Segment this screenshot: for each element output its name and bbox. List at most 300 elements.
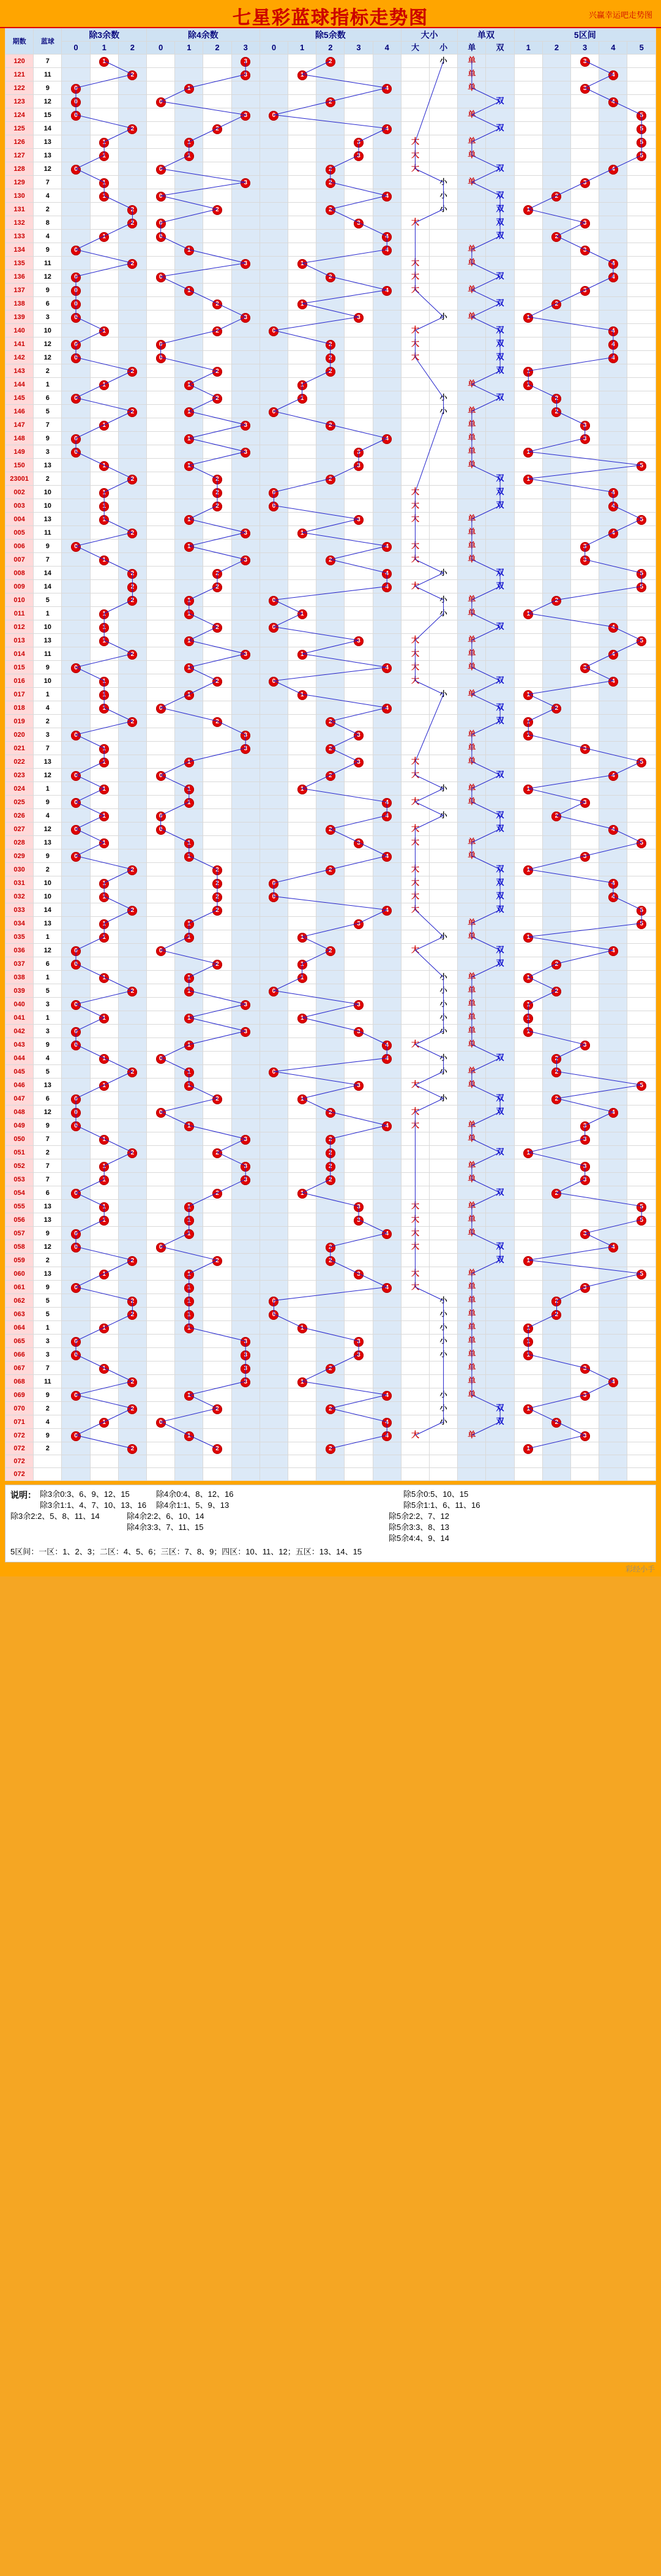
table-row[interactable] bbox=[6, 903, 656, 917]
table-row[interactable] bbox=[6, 1281, 656, 1294]
table-row[interactable] bbox=[6, 1321, 656, 1335]
cell-g5-1 bbox=[288, 337, 316, 351]
cell-size-大 bbox=[401, 459, 429, 472]
cell-zone-5 bbox=[627, 1159, 656, 1173]
cell-zone-1 bbox=[514, 68, 542, 81]
cell-g3-0 bbox=[62, 189, 90, 203]
cell-g4-2 bbox=[203, 216, 231, 230]
trend-table bbox=[5, 28, 656, 1481]
cell-g5-0 bbox=[260, 1240, 288, 1254]
table-row[interactable] bbox=[6, 1052, 656, 1065]
cell-g5-0 bbox=[260, 1213, 288, 1227]
cell-g5-2 bbox=[316, 257, 345, 270]
cell-zone-5 bbox=[627, 324, 656, 337]
cell-zone-4 bbox=[599, 1402, 627, 1415]
cell-parity-单: 单 bbox=[458, 688, 486, 701]
table-row[interactable] bbox=[6, 647, 656, 661]
table-row[interactable] bbox=[6, 324, 656, 337]
cell-g3-2 bbox=[118, 1011, 146, 1025]
cell-zone-3 bbox=[571, 122, 599, 135]
table-row[interactable] bbox=[6, 1348, 656, 1361]
row-issue: 039 bbox=[6, 984, 34, 998]
cell-g5-2: 2 bbox=[316, 418, 345, 432]
table-row[interactable] bbox=[6, 1455, 656, 1468]
cell-g3-0 bbox=[62, 607, 90, 620]
cell-zone-3 bbox=[571, 1267, 599, 1281]
cell-size-大 bbox=[401, 1159, 429, 1173]
cell-g4-2 bbox=[203, 405, 231, 418]
cell-size-大 bbox=[401, 917, 429, 930]
table-row[interactable] bbox=[6, 1132, 656, 1146]
table-row[interactable] bbox=[6, 661, 656, 674]
cell-g5-2 bbox=[316, 634, 345, 647]
table-row[interactable] bbox=[6, 769, 656, 782]
cell-g5-3 bbox=[345, 1052, 373, 1065]
table-row[interactable] bbox=[6, 95, 656, 108]
cell-parity-单 bbox=[458, 1146, 486, 1159]
cell-g4-3 bbox=[231, 270, 260, 284]
cell-g3-0 bbox=[62, 149, 90, 162]
table-row[interactable] bbox=[6, 1442, 656, 1455]
cell-g4-3 bbox=[231, 1119, 260, 1132]
table-row[interactable] bbox=[6, 742, 656, 755]
cell-g5-1 bbox=[288, 1335, 316, 1348]
cell-g5-0 bbox=[260, 297, 288, 311]
cell-parity-双 bbox=[486, 796, 514, 809]
cell-g5-3 bbox=[345, 81, 373, 95]
table-row[interactable] bbox=[6, 122, 656, 135]
table-row[interactable] bbox=[6, 378, 656, 391]
cell-zone-4 bbox=[599, 1092, 627, 1105]
cell-parity-双 bbox=[486, 917, 514, 930]
row-issue: 019 bbox=[6, 715, 34, 728]
table-row[interactable] bbox=[6, 1173, 656, 1186]
table-row[interactable] bbox=[6, 297, 656, 311]
cell-g5-4 bbox=[373, 890, 401, 903]
cell-g3-1: 1 bbox=[90, 1415, 118, 1429]
cell-g4-0 bbox=[147, 1267, 175, 1281]
cell-g3-1 bbox=[90, 540, 118, 553]
cell-size-小 bbox=[430, 1254, 458, 1267]
cell-parity-双: 双 bbox=[486, 957, 514, 971]
cell-g4-1 bbox=[175, 674, 203, 688]
cell-size-小 bbox=[430, 230, 458, 243]
cell-g5-1 bbox=[288, 472, 316, 486]
cell-parity-单 bbox=[458, 580, 486, 593]
table-row[interactable] bbox=[6, 890, 656, 903]
table-row[interactable] bbox=[6, 540, 656, 553]
cell-zone-5 bbox=[627, 876, 656, 890]
table-row[interactable] bbox=[6, 567, 656, 580]
row-issue: 016 bbox=[6, 674, 34, 688]
row-blue-ball: 12 bbox=[34, 944, 62, 957]
cell-size-小 bbox=[430, 620, 458, 634]
table-row[interactable] bbox=[6, 1200, 656, 1213]
table-row[interactable] bbox=[6, 1375, 656, 1388]
table-row[interactable] bbox=[6, 1468, 656, 1481]
row-blue-ball: 9 bbox=[34, 432, 62, 445]
cell-g5-2 bbox=[316, 216, 345, 230]
cell-parity-单 bbox=[458, 769, 486, 782]
cell-g4-3 bbox=[231, 1402, 260, 1415]
cell-g5-3 bbox=[345, 297, 373, 311]
table-row[interactable] bbox=[6, 68, 656, 81]
cell-g5-4 bbox=[373, 715, 401, 728]
table-row[interactable] bbox=[6, 728, 656, 742]
cell-g3-0 bbox=[62, 1159, 90, 1173]
cell-zone-5 bbox=[627, 553, 656, 567]
table-row[interactable] bbox=[6, 270, 656, 284]
cell-zone-4: 4 bbox=[599, 876, 627, 890]
cell-parity-双 bbox=[486, 1388, 514, 1402]
cell-g5-0 bbox=[260, 661, 288, 674]
cell-g3-1: 1 bbox=[90, 1011, 118, 1025]
cell-g3-1: 1 bbox=[90, 620, 118, 634]
table-row[interactable] bbox=[6, 486, 656, 499]
table-row[interactable] bbox=[6, 1213, 656, 1227]
table-row[interactable] bbox=[6, 1146, 656, 1159]
cell-g5-1 bbox=[288, 567, 316, 580]
cell-parity-双 bbox=[486, 1011, 514, 1025]
table-row[interactable] bbox=[6, 364, 656, 378]
table-row[interactable] bbox=[6, 1388, 656, 1402]
cell-g5-0 bbox=[260, 1361, 288, 1375]
table-row[interactable] bbox=[6, 1415, 656, 1429]
cell-g3-1 bbox=[90, 661, 118, 674]
table-row[interactable] bbox=[6, 1186, 656, 1200]
table-row[interactable] bbox=[6, 1240, 656, 1254]
cell-zone-3 bbox=[571, 1052, 599, 1065]
cell-g3-1 bbox=[90, 796, 118, 809]
table-row[interactable] bbox=[6, 405, 656, 418]
cell-g5-2 bbox=[316, 1065, 345, 1079]
table-row[interactable] bbox=[6, 1159, 656, 1173]
table-row[interactable] bbox=[6, 1361, 656, 1375]
cell-g4-1 bbox=[175, 553, 203, 567]
cell-zone-2 bbox=[542, 1429, 570, 1442]
cell-zone-4 bbox=[599, 1025, 627, 1038]
cell-parity-双: 双 bbox=[486, 95, 514, 108]
cell-g5-3 bbox=[345, 122, 373, 135]
cell-parity-双: 双 bbox=[486, 337, 514, 351]
cell-g4-3 bbox=[231, 796, 260, 809]
cell-g5-2 bbox=[316, 445, 345, 459]
cell-g4-3 bbox=[231, 1321, 260, 1335]
cell-g5-4: 4 bbox=[373, 1038, 401, 1052]
cell-g4-0 bbox=[147, 863, 175, 876]
cell-g5-2 bbox=[316, 930, 345, 944]
cell-zone-4 bbox=[599, 701, 627, 715]
table-row[interactable] bbox=[6, 674, 656, 688]
cell-g4-3 bbox=[231, 432, 260, 445]
table-row[interactable] bbox=[6, 459, 656, 472]
table-row[interactable] bbox=[6, 580, 656, 593]
cell-g3-0 bbox=[62, 1361, 90, 1375]
table-row[interactable] bbox=[6, 1335, 656, 1348]
table-row[interactable] bbox=[6, 782, 656, 796]
table-row[interactable] bbox=[6, 55, 656, 68]
cell-g5-4 bbox=[373, 971, 401, 984]
cell-g4-1: 1 bbox=[175, 1281, 203, 1294]
cell-size-大 bbox=[401, 1065, 429, 1079]
cell-g3-0 bbox=[62, 526, 90, 540]
table-row[interactable] bbox=[6, 917, 656, 930]
table-row[interactable] bbox=[6, 1267, 656, 1281]
cell-g4-1 bbox=[175, 257, 203, 270]
table-row[interactable] bbox=[6, 445, 656, 459]
table-row[interactable] bbox=[6, 1011, 656, 1025]
cell-zone-4 bbox=[599, 1132, 627, 1146]
cell-parity-单 bbox=[458, 230, 486, 243]
cell-g5-0 bbox=[260, 701, 288, 715]
table-row[interactable] bbox=[6, 957, 656, 971]
cell-parity-单: 单 bbox=[458, 836, 486, 849]
cell-g4-1: 1 bbox=[175, 1388, 203, 1402]
cell-zone-3: 3 bbox=[571, 1388, 599, 1402]
table-row[interactable] bbox=[6, 998, 656, 1011]
table-row[interactable] bbox=[6, 1429, 656, 1442]
cell-zone-4 bbox=[599, 1267, 627, 1281]
cell-g3-1 bbox=[90, 108, 118, 122]
cell-size-大 bbox=[401, 243, 429, 257]
cell-zone-2 bbox=[542, 567, 570, 580]
cell-size-小 bbox=[430, 418, 458, 432]
cell-g4-3 bbox=[231, 957, 260, 971]
cell-g3-0: 0 bbox=[62, 849, 90, 863]
table-row[interactable] bbox=[6, 1294, 656, 1308]
cell-g5-3 bbox=[345, 391, 373, 405]
table-row[interactable] bbox=[6, 876, 656, 890]
table-row[interactable] bbox=[6, 1254, 656, 1267]
table-row[interactable] bbox=[6, 391, 656, 405]
cell-zone-2: 2 bbox=[542, 230, 570, 243]
cell-g5-1 bbox=[288, 432, 316, 445]
row-issue: 047 bbox=[6, 1092, 34, 1105]
table-row[interactable] bbox=[6, 1079, 656, 1092]
row-issue: 065 bbox=[6, 1335, 34, 1348]
table-row[interactable] bbox=[6, 108, 656, 122]
row-issue: 056 bbox=[6, 1213, 34, 1227]
cell-g3-2 bbox=[118, 445, 146, 459]
table-row[interactable] bbox=[6, 836, 656, 849]
cell-parity-单 bbox=[458, 1415, 486, 1429]
table-row[interactable] bbox=[6, 311, 656, 324]
cell-g4-2: 2 bbox=[203, 1146, 231, 1159]
cell-g4-2 bbox=[203, 1267, 231, 1281]
table-row[interactable] bbox=[6, 755, 656, 769]
cell-g5-1 bbox=[288, 203, 316, 216]
table-row[interactable] bbox=[6, 1025, 656, 1038]
cell-g5-0 bbox=[260, 1281, 288, 1294]
cell-g3-2 bbox=[118, 1105, 146, 1119]
table-row[interactable] bbox=[6, 257, 656, 270]
cell-g4-0: 0 bbox=[147, 189, 175, 203]
row-blue-ball: 13 bbox=[34, 836, 62, 849]
cell-parity-单: 单 bbox=[458, 930, 486, 944]
cell-g5-0 bbox=[260, 1415, 288, 1429]
cell-size-大 bbox=[401, 1455, 429, 1468]
cell-g3-2 bbox=[118, 1415, 146, 1429]
table-row[interactable] bbox=[6, 634, 656, 647]
row-issue: 131 bbox=[6, 203, 34, 216]
table-row[interactable] bbox=[6, 823, 656, 836]
cell-parity-双: 双 bbox=[486, 823, 514, 836]
table-row[interactable] bbox=[6, 351, 656, 364]
cell-parity-单 bbox=[458, 1186, 486, 1200]
table-row[interactable] bbox=[6, 1402, 656, 1415]
table-row[interactable] bbox=[6, 418, 656, 432]
row-blue-ball: 9 bbox=[34, 284, 62, 297]
cell-zone-4 bbox=[599, 715, 627, 728]
table-row[interactable] bbox=[6, 701, 656, 715]
cell-size-小: 小 bbox=[430, 1308, 458, 1321]
cell-g5-0 bbox=[260, 1186, 288, 1200]
cell-g3-2 bbox=[118, 270, 146, 284]
cell-g5-3 bbox=[345, 876, 373, 890]
cell-parity-单 bbox=[458, 1402, 486, 1415]
table-row[interactable] bbox=[6, 135, 656, 149]
cell-zone-1 bbox=[514, 95, 542, 108]
cell-g5-2: 2 bbox=[316, 364, 345, 378]
table-row[interactable] bbox=[6, 984, 656, 998]
cell-zone-2 bbox=[542, 526, 570, 540]
cell-g4-2 bbox=[203, 55, 231, 68]
table-row[interactable] bbox=[6, 944, 656, 957]
table-row[interactable] bbox=[6, 284, 656, 297]
table-row[interactable] bbox=[6, 809, 656, 823]
row-issue: 014 bbox=[6, 647, 34, 661]
cell-g5-3: 3 bbox=[345, 917, 373, 930]
cell-g3-1 bbox=[90, 593, 118, 607]
table-row[interactable] bbox=[6, 1038, 656, 1052]
table-row[interactable] bbox=[6, 1119, 656, 1132]
cell-g3-2 bbox=[118, 823, 146, 836]
cell-size-大 bbox=[401, 620, 429, 634]
cell-size-小 bbox=[430, 647, 458, 661]
table-row[interactable] bbox=[6, 216, 656, 230]
table-row[interactable] bbox=[6, 715, 656, 728]
table-row[interactable] bbox=[6, 162, 656, 176]
cell-g3-1 bbox=[90, 1375, 118, 1388]
cell-g3-2 bbox=[118, 1227, 146, 1240]
cell-g5-3: 3 bbox=[345, 1200, 373, 1213]
table-row[interactable] bbox=[6, 1308, 656, 1321]
table-row[interactable] bbox=[6, 189, 656, 203]
cell-g5-2: 2 bbox=[316, 1254, 345, 1267]
table-row[interactable] bbox=[6, 553, 656, 567]
cell-zone-1: 1 bbox=[514, 688, 542, 701]
cell-size-小: 小 bbox=[430, 1092, 458, 1105]
cell-zone-2 bbox=[542, 917, 570, 930]
cell-size-大: 大 bbox=[401, 351, 429, 364]
legend-row bbox=[10, 1522, 651, 1533]
cell-g4-1 bbox=[175, 297, 203, 311]
table-row[interactable] bbox=[6, 176, 656, 189]
cell-zone-3 bbox=[571, 782, 599, 796]
cell-size-大 bbox=[401, 1025, 429, 1038]
table-row[interactable] bbox=[6, 149, 656, 162]
legend-cell: 除5余1:1、6、11、16 bbox=[403, 1501, 480, 1510]
table-row[interactable] bbox=[6, 863, 656, 876]
cell-g4-3 bbox=[231, 81, 260, 95]
table-row[interactable] bbox=[6, 607, 656, 620]
cell-g4-0 bbox=[147, 378, 175, 391]
cell-parity-单: 单 bbox=[458, 1429, 486, 1442]
cell-zone-4 bbox=[599, 1052, 627, 1065]
cell-g4-0 bbox=[147, 998, 175, 1011]
cell-g3-0 bbox=[62, 903, 90, 917]
table-row[interactable] bbox=[6, 499, 656, 513]
cell-parity-单 bbox=[458, 957, 486, 971]
cell-parity-双 bbox=[486, 742, 514, 755]
table-row[interactable] bbox=[6, 526, 656, 540]
cell-g5-2: 2 bbox=[316, 1361, 345, 1375]
cell-zone-3: 3 bbox=[571, 742, 599, 755]
table-row[interactable] bbox=[6, 1092, 656, 1105]
legend-cell: 除4余2:2、6、10、14 bbox=[127, 1512, 204, 1521]
cell-parity-单: 单 bbox=[458, 1159, 486, 1173]
cell-g4-1 bbox=[175, 1348, 203, 1361]
table-row[interactable] bbox=[6, 81, 656, 95]
cell-g4-3 bbox=[231, 405, 260, 418]
cell-g4-2 bbox=[203, 1065, 231, 1079]
cell-g3-1 bbox=[90, 364, 118, 378]
cell-zone-1: 1 bbox=[514, 728, 542, 742]
cell-size-小 bbox=[430, 796, 458, 809]
row-issue: 129 bbox=[6, 176, 34, 189]
cell-zone-1: 1 bbox=[514, 1146, 542, 1159]
cell-g5-0 bbox=[260, 1455, 288, 1468]
table-row[interactable] bbox=[6, 849, 656, 863]
cell-zone-1 bbox=[514, 769, 542, 782]
table-row[interactable] bbox=[6, 971, 656, 984]
table-row[interactable] bbox=[6, 432, 656, 445]
table-row[interactable] bbox=[6, 1105, 656, 1119]
cell-g3-1 bbox=[90, 984, 118, 998]
table-row[interactable] bbox=[6, 1227, 656, 1240]
table-row[interactable] bbox=[6, 1065, 656, 1079]
cell-zone-1 bbox=[514, 1200, 542, 1213]
cell-g4-2 bbox=[203, 1348, 231, 1361]
table-row[interactable] bbox=[6, 593, 656, 607]
cell-parity-单 bbox=[458, 809, 486, 823]
cell-g4-2 bbox=[203, 944, 231, 957]
table-row[interactable] bbox=[6, 796, 656, 809]
row-blue-ball: 1 bbox=[34, 930, 62, 944]
cell-parity-双 bbox=[486, 1468, 514, 1481]
cell-g5-1: 1 bbox=[288, 688, 316, 701]
table-row[interactable] bbox=[6, 472, 656, 486]
table-row[interactable] bbox=[6, 203, 656, 216]
cell-g4-0 bbox=[147, 796, 175, 809]
cell-g3-1 bbox=[90, 957, 118, 971]
table-row[interactable] bbox=[6, 337, 656, 351]
table-row[interactable] bbox=[6, 620, 656, 634]
cell-size-大: 大 bbox=[401, 162, 429, 176]
cell-g3-2 bbox=[118, 297, 146, 311]
table-row[interactable] bbox=[6, 930, 656, 944]
cell-zone-2 bbox=[542, 1402, 570, 1415]
cell-zone-3 bbox=[571, 337, 599, 351]
table-row[interactable] bbox=[6, 243, 656, 257]
table-row[interactable] bbox=[6, 230, 656, 243]
table-row[interactable] bbox=[6, 688, 656, 701]
row-issue: 121 bbox=[6, 68, 34, 81]
table-row[interactable] bbox=[6, 513, 656, 526]
cell-zone-5 bbox=[627, 162, 656, 176]
cell-zone-4 bbox=[599, 540, 627, 553]
cell-g3-0 bbox=[62, 1415, 90, 1429]
